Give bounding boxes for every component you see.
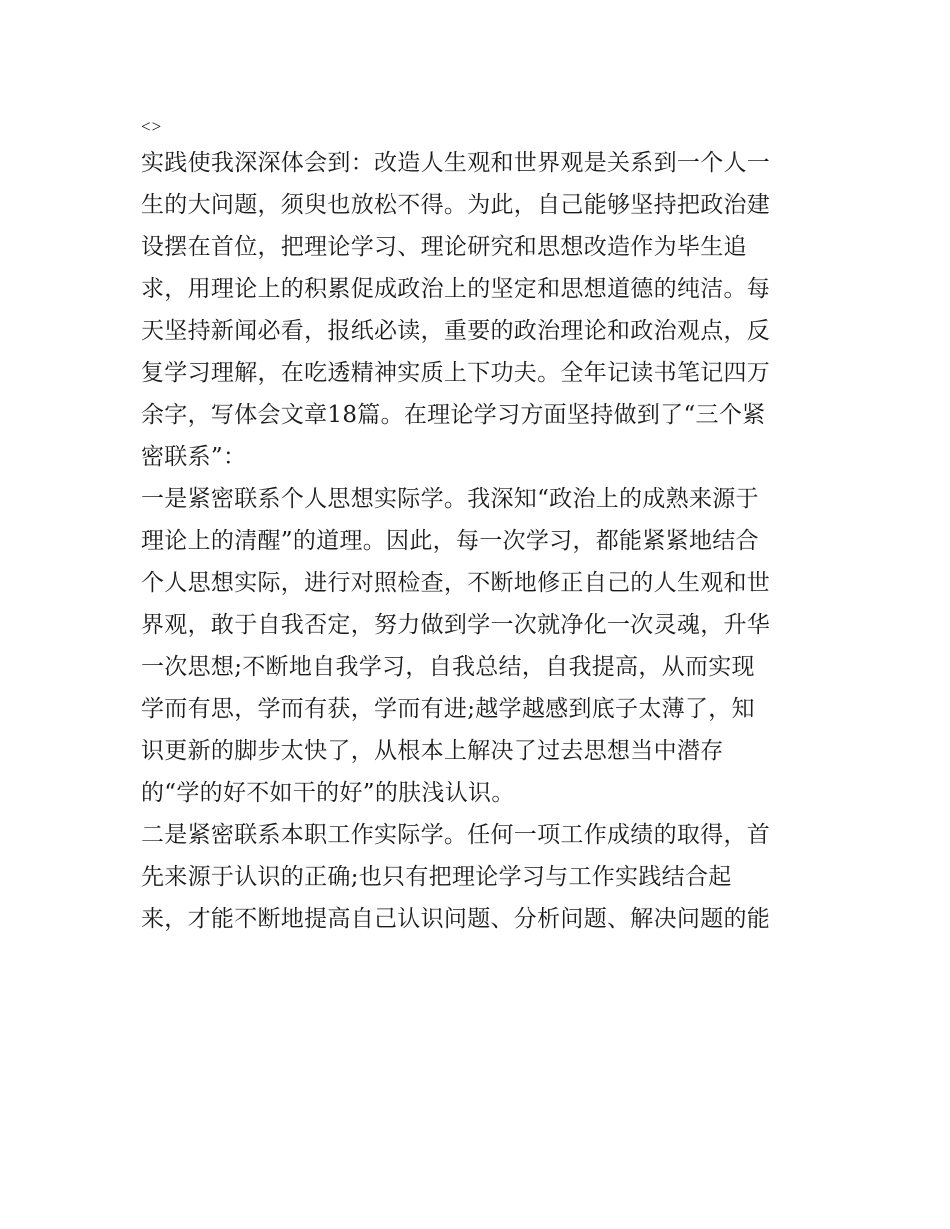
angle-bracket-marker: <> [141, 117, 163, 136]
text-line: 设摆在首位，把理论学习、理论研究和思想改造作为毕生追 [141, 234, 747, 260]
document-body [141, 112, 821, 940]
text-line: 一次思想;不断地自我学习，自我总结，自我提高，从而实现 [141, 654, 755, 680]
text-line: 二是紧密联系本职工作实际学。任何一项工作成绩的取得，首 [141, 822, 771, 848]
text-line: 来，才能不断地提高自己认识问题、分析问题、解决问题的能 [141, 906, 771, 932]
text-line: 密联系”： [141, 444, 247, 470]
text-line: 余字，写体会文章18篇。在理论学习方面坚持做到了“三个紧 [141, 402, 766, 428]
text-line: 理论上的清醒”的道理。因此，每一次学习，都能紧紧地结合 [141, 528, 759, 554]
text-line: 识更新的脚步太快了，从根本上解决了过去思想当中潜存 [141, 738, 724, 764]
text-line: 界观，敢于自我否定，努力做到学一次就净化一次灵魂，升华 [141, 612, 771, 638]
text-line: 的“学的好不如干的好”的肤浅认识。 [141, 780, 515, 806]
text-line: 个人思想实际，进行对照检查，不断地修正自己的人生观和世 [141, 570, 771, 596]
text-line: 生的大问题，须臾也放松不得。为此，自己能够坚持把政治建 [141, 192, 771, 218]
text-line: 求，用理论上的积累促成政治上的坚定和思想道德的纯洁。每 [141, 276, 771, 302]
text-line: 天坚持新闻必看，报纸必读，重要的政治理论和政治观点，反 [141, 318, 771, 344]
text-line: 先来源于认识的正确;也只有把理论学习与工作实践结合起 [141, 864, 732, 890]
text-line: 学而有思，学而有获，学而有进;越学越感到底子太薄了，知 [141, 696, 755, 722]
text-line: 实践使我深深体会到：改造人生观和世界观是关系到一个人一 [141, 150, 771, 176]
text-line: 复学习理解，在吃透精神实质上下功夫。全年记读书笔记四万 [141, 360, 771, 386]
text-line: 一是紧密联系个人思想实际学。我深知“政治上的成熟来源于 [141, 486, 759, 512]
